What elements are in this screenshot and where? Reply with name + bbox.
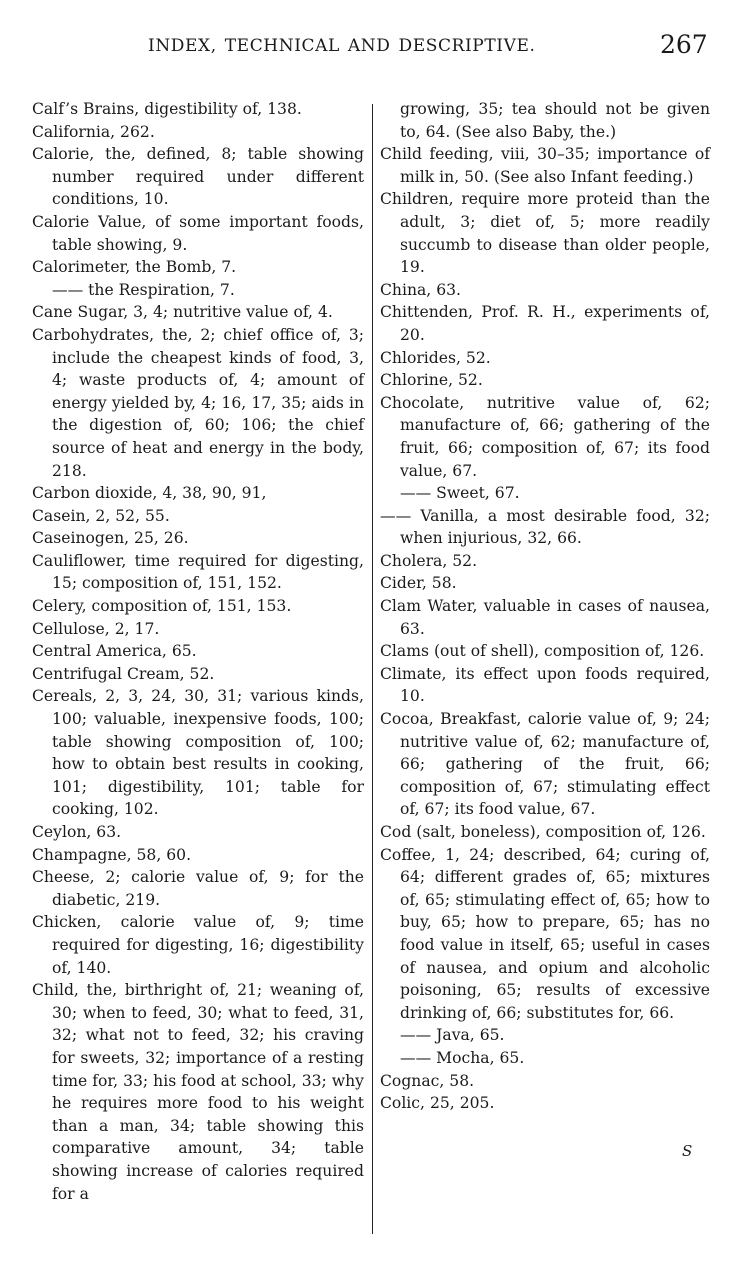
index-entry: Celery, composition of, 151, 153. [32,597,292,616]
index-entry: Colic, 25, 205. [380,1094,495,1113]
index-column-left [32,98,364,1205]
running-title: INDEX, TECHNICAL AND DESCRIPTIVE. [148,36,536,56]
index-entry: Cider, 58. [380,574,457,593]
index-entry: Calorie, the, defined, 8; table showing number required under different conditions, 10. [32,145,364,209]
index-entry: Cellulose, 2, 17. [32,619,160,638]
index-entry: Child, the, birthright of, 21; weaning of, 30; when to feed, 30; what to feed, 31, 32; what not to feed, 32; his craving for sweets, 32; importance of a resting time for, 33; his food at school, 33; why he requires more food to his weight than a man, 34; table showing this comparative amount, 34; table showing increase of calories required for a [32,981,364,1203]
page-number: 267 [660,30,708,59]
index-entry: Cauliflower, time required for digesting, 15; composition of, 151, 152. [32,551,364,593]
index-entry: Caseinogen, 25, 26. [32,529,189,548]
index-entry: Cane Sugar, 3, 4; nutritive value of, 4. [32,303,333,322]
index-subentry: —— Sweet, 67. [400,484,520,503]
index-entry: Casein, 2, 52, 55. [32,506,170,525]
stray-mark: S [682,1142,693,1160]
index-column-right [380,98,710,1115]
index-entry: Cod (salt, boneless), composition of, 126. [380,823,706,841]
index-entry: Calorie Value, of some important foods, table showing, 9. [32,212,364,254]
index-entry: Chocolate, nutritive value of, 62; manufacture of, 66; gathering of the fruit, 66; composition of, 67; its food value, 67. [380,393,710,480]
index-entry: Cholera, 52. [380,551,478,570]
index-subentry: —— Java, 65. [400,1026,505,1045]
column-divider [372,104,373,1234]
index-entry: California, 262. [32,122,155,141]
index-entry: Centrifugal Cream, 52. [32,664,215,683]
index-entry: Carbon dioxide, 4, 38, 90, 91, [32,484,267,503]
index-subentry: —— the Respiration, 7. [52,280,235,299]
index-entry: Chittenden, Prof. R. H., experiments of, 20. [380,303,710,344]
index-entry: Chlorides, 52. [380,348,491,367]
index-entry: Calf’s Brains, digestibility of, 138. [32,100,302,118]
index-entry: Children, require more proteid than the adult, 3; diet of, 5; more readily succumb to disease than older people, 19. [380,190,710,277]
index-entry: Clam Water, valuable in cases of nausea, 63. [380,597,710,638]
index-entry: Cheese, 2; calorie value of, 9; for the diabetic, 219. [32,868,364,909]
index-entry: Champagne, 58, 60. [32,845,192,864]
index-entry: Cereals, 2, 3, 24, 30, 31; various kinds, 100; valuable, inexpensive foods, 100; table showing composition of, 100; how to obtain best results in cooking, 101; digestibility, 101; table for cooking, 102. [32,687,364,819]
index-entry: Chlorine, 52. [380,371,483,390]
index-continuation: growing, 35; tea should not be given to, 64. (See also Baby, the.) [400,100,710,141]
index-entry: Cognac, 58. [380,1071,475,1090]
index-entry: Child feeding, viii, 30–35; importance of milk in, 50. (See also Infant feeding.) [380,145,710,186]
index-entry: Carbohydrates, the, 2; chief office of, 3; include the cheapest kinds of food, 3, 4; waste products of, 4; amount of energy yielded by, 4; 16, 17, 35; aids in the digestion of, 60; 106; the chief source of heat and energy in the body, 218. [32,325,364,480]
index-entry: Central America, 65. [32,642,197,661]
index-entry: Climate, its effect upon foods required, 10. [380,664,710,706]
index-entry: Chicken, calorie value of, 9; time required for digesting, 16; digestibility of, 140. [32,913,364,977]
index-entry: Coffee, 1, 24; described, 64; curing of, 64; different grades of, 65; mixtures of, 65; stimulating effect of, 65; how to buy, 65; how to prepare, 65; has no food value in itself, 65; useful in cases of nausea, and opium and alcoholic poisoning, 65; results of excessive drinking of, 66; substitutes for, 66. [380,845,710,1022]
index-entry: Calorimeter, the Bomb, 7. [32,258,237,277]
index-subentry: —— Vanilla, a most desirable food, 32; when injurious, 32, 66. [380,506,710,548]
index-entry: Clams (out of shell), composition of, 126. [380,642,705,661]
index-subentry: —— Mocha, 65. [400,1048,525,1067]
page-header [0,30,750,70]
index-entry: China, 63. [380,280,462,299]
index-entry: Ceylon, 63. [32,823,122,841]
index-entry: Cocoa, Breakfast, calorie value of, 9; 24; nutritive value of, 62; manufacture of, 66; gathering of the fruit, 66; composition of, 67; stimulating effect of, 67; its food value, 67. [380,710,710,819]
